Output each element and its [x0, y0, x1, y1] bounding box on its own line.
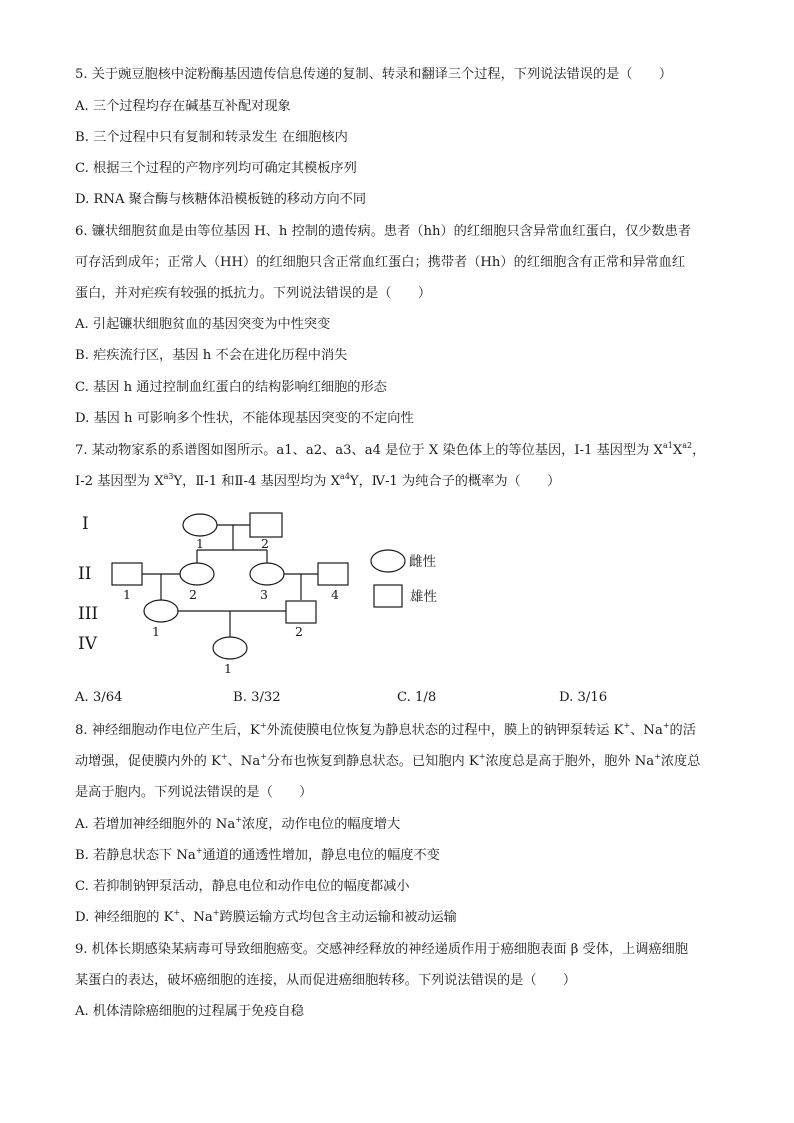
- q7-option-d: D. 3/16: [559, 690, 608, 705]
- q5-option-b: B. 三个过程中只有复制和转录发生 在细胞核内: [75, 130, 348, 145]
- q7-option-a: A. 3/64: [75, 690, 123, 705]
- q6-option-d: D. 基因 h 可影响多个性状，不能体现基因突变的不定向性: [75, 411, 414, 426]
- q9-option-a: A. 机体清除癌细胞的过程属于免疫自稳: [75, 1004, 304, 1019]
- legend-male-label: 雄性: [410, 589, 437, 605]
- q5-option-c: C. 根据三个过程的产物序列均可确定其模板序列: [75, 161, 357, 176]
- pedigree-chart: [70, 505, 490, 680]
- gen1-label-2: 2: [261, 536, 269, 551]
- gen4-label-1: 1: [224, 661, 232, 676]
- q6-stem-line2: 可存活到成年；正常人（HH）的红细胞只含正常血红蛋白；携带者（Hh）的红细胞含有正常和异常血红: [75, 255, 686, 270]
- legend-female-symbol: [371, 550, 405, 572]
- q6-option-a: A. 引起镰状细胞贫血的基因突变为中性突变: [75, 317, 331, 332]
- gen2-male-1: [112, 563, 142, 585]
- gen3-female-1: [144, 600, 178, 622]
- gen1-female-1: [183, 514, 217, 536]
- gen1-male-2: [250, 513, 282, 537]
- q5-option-d: D. RNA 聚合酶与核糖体沿模板链的移动方向不同: [75, 192, 367, 207]
- q8-option-a: A. 若增加神经细胞外的 Na+浓度，动作电位的幅度增大: [75, 815, 401, 832]
- q5-option-a: A. 三个过程均存在碱基互补配对现象: [75, 99, 291, 114]
- gen2-female-3: [250, 563, 284, 585]
- legend-female-label: 雌性: [409, 554, 436, 570]
- gen2-female-2: [180, 563, 214, 585]
- gen2-male-4: [318, 563, 348, 585]
- gen3-label-2: 2: [295, 624, 303, 639]
- legend-male-symbol: [374, 585, 402, 607]
- q6-stem-line3: 蛋白，并对疟疾有较强的抵抗力。下列说法错误的是（ ）: [75, 286, 432, 301]
- q9-stem-line1: 9. 机体长期感染某病毒可导致细胞癌变。交感神经释放的神经递质作用于癌细胞表面 β 受体，上调癌细胞: [75, 942, 689, 957]
- q7-stem-line2: Ⅰ-2 基因型为 $X^{a3}Y$，Ⅱ-1 和Ⅱ-4 基因型均为 $X^{a4}Y$，Ⅳ-1 为纯合子的概率为（ ）: [75, 472, 561, 489]
- q8-stem-line3: 是高于胞内。下列说法错误的是（ ）: [75, 785, 313, 800]
- gen1-label-1: 1: [196, 536, 204, 551]
- gen2-label-4: 4: [331, 587, 339, 602]
- q6-option-b: B. 疟疾流行区，基因 h 不会在进化历程中消失: [75, 348, 348, 363]
- q8-stem-line2: 动增强，促使膜内外的 K+、Na+分布也恢复到静息状态。已知胞内 K+浓度总是高于胞外，胞外 Na+浓度总: [75, 752, 701, 769]
- q9-stem-line2: 某蛋白的表达，破坏癌细胞的连接，从而促进癌细胞转移。下列说法错误的是（ ）: [75, 973, 577, 988]
- q6-stem-line1: 6. 镰状细胞贫血是由等位基因 H、h 控制的遗传病。患者（hh）的红细胞只含异常血红蛋白，仅少数患者: [75, 224, 692, 239]
- gen3-label-1: 1: [152, 624, 160, 639]
- gen4-female-1: [213, 637, 247, 659]
- q7-option-c: C. 1/8: [397, 690, 437, 705]
- gen3-male-2: [286, 601, 316, 623]
- q8-option-d: D. 神经细胞的 K+、Na+跨膜运输方式均包含主动运输和被动运输: [75, 908, 457, 925]
- gen-label-4: IV: [78, 634, 97, 654]
- q6-option-c: C. 基因 h 通过控制血红蛋白的结构影响红细胞的形态: [75, 380, 387, 395]
- q7-stem-line1: 7. 某动物家系的系谱图如图所示。a1、a2、a3、a4 是位于 X 染色体上的等位基因，Ⅰ-1 基因型为 $X^{a1}X^{a2}$，: [75, 441, 706, 458]
- gen2-label-2: 2: [189, 587, 197, 602]
- gen-label-1: I: [82, 514, 89, 534]
- gen2-label-3: 3: [260, 587, 268, 602]
- q8-stem-line1: 8. 神经细胞动作电位产生后，K+外流使膜电位恢复为静息状态的过程中，膜上的钠钾泵转运 K+、Na+的活: [75, 721, 696, 738]
- gen-label-3: III: [78, 604, 99, 624]
- q7-option-b: B. 3/32: [233, 690, 281, 705]
- q5-stem: 5. 关于豌豆胞核中淀粉酶基因遗传信息传递的复制、转录和翻译三个过程，下列说法错误的是（ ）: [75, 67, 673, 82]
- gen2-label-1: 1: [123, 587, 131, 602]
- q8-option-b: B. 若静息状态下 Na+通道的通透性增加，静息电位的幅度不变: [75, 846, 440, 863]
- q8-option-c: C. 若抑制钠钾泵活动，静息电位和动作电位的幅度都减小: [75, 879, 410, 894]
- gen-label-2: II: [78, 564, 92, 584]
